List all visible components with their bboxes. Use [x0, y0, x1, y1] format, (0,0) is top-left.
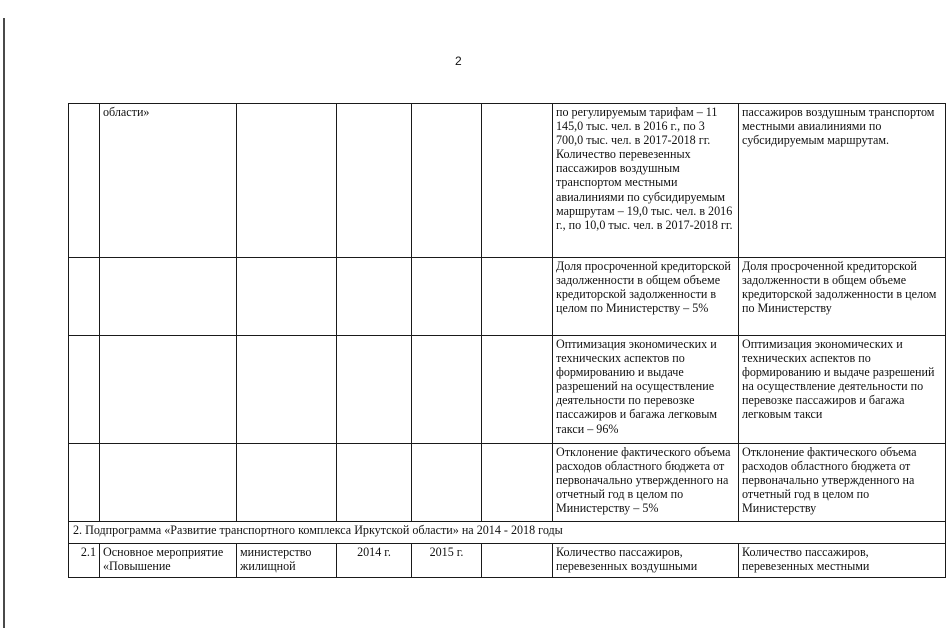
cell-event-name — [100, 336, 237, 444]
cell-target-indicator: Отклонение фактического объема расходов областного бюджета от первоначально утвержденного на отчетный год в целом по Министерству – 5% — [553, 444, 739, 522]
cell-end-year — [412, 444, 482, 522]
cell-text: Основное мероприятие «Повышение — [103, 545, 224, 574]
cell-indicator-name: Отклонение фактического объема расходов областного бюджета от первоначально утвержденного на отчетный год в целом по Министерству — [739, 444, 946, 522]
cell-end-year — [412, 336, 482, 444]
cell-target-indicator: Доля просроченной кредиторской задолженности в общем объеме кредиторской задолженности в целом по Министерству – 5% — [553, 258, 739, 336]
cell-start-year — [337, 258, 412, 336]
cell-number — [69, 258, 100, 336]
cell-end-year: 2015 г. — [412, 544, 482, 578]
cell-empty — [482, 258, 553, 336]
cell-indicator-name — [739, 544, 946, 578]
cell-target-indicator: Оптимизация экономических и технических аспектов по формированию и выдаче разрешений на осуществление деятельности по перевозке пассажиров и багажа легковым такси – 96% — [553, 336, 739, 444]
binding-edge-mark — [3, 18, 5, 628]
cell-event-name — [100, 258, 237, 336]
table-row — [69, 336, 946, 444]
cell-number: 2.1 — [69, 544, 100, 578]
cell-event-name: области» — [100, 104, 237, 258]
cell-indicator-name: пассажиров воздушным транспортом местными авиалиниями по субсидируемым маршрутам. — [739, 104, 946, 258]
cell-start-year — [337, 104, 412, 258]
cell-executor — [237, 444, 337, 522]
table-row — [69, 104, 946, 258]
cell-indicator-name: Доля просроченной кредиторской задолженности в общем объеме кредиторской задолженности в целом по Министерству — [739, 258, 946, 336]
cell-indicator-name: Оптимизация экономических и технических аспектов по формированию и выдаче разрешений на осуществление деятельности по перевозке пассажиров и багажа легковым такси — [739, 336, 946, 444]
cell-executor — [237, 336, 337, 444]
cell-empty — [482, 444, 553, 522]
cell-number — [69, 444, 100, 522]
cell-text: Количество пассажиров, перевезенных воздушными — [556, 545, 698, 574]
cell-end-year — [412, 104, 482, 258]
cell-empty — [482, 544, 553, 578]
cell-number — [69, 336, 100, 444]
cell-end-year — [412, 258, 482, 336]
table-row — [69, 444, 946, 522]
cell-number — [69, 104, 100, 258]
cell-event-name — [100, 544, 237, 578]
table-row — [69, 258, 946, 336]
cell-empty — [482, 336, 553, 444]
cell-executor — [237, 258, 337, 336]
cell-executor — [237, 544, 337, 578]
table-row — [69, 522, 946, 544]
cell-start-year — [337, 336, 412, 444]
cell-empty — [482, 104, 553, 258]
cell-target-indicator — [553, 544, 739, 578]
program-table — [68, 103, 946, 578]
cell-executor — [237, 104, 337, 258]
page-number: 2 — [455, 54, 462, 68]
cell-text: Количество пассажиров, перевезенных местными — [742, 545, 870, 574]
cell-start-year — [337, 444, 412, 522]
cell-event-name — [100, 444, 237, 522]
table-row — [69, 544, 946, 578]
cell-start-year: 2014 г. — [337, 544, 412, 578]
cell-target-indicator: по регулируемым тарифам – 11 145,0 тыс. чел. в 2016 г., по 3 700,0 тыс. чел. в 2017-2018 гг. Количество перевезенных пассажиров воздушным транспортом местными авиалиниями по субсидируемым маршрутам – 19,0 тыс. чел. в 2016 г., по 10,0 тыс. чел. в 2017-2018 гг. — [553, 104, 739, 258]
subprogram-title: 2. Подпрограмма «Развитие транспортного комплекса Иркутской области» на 2014 - 2018 годы — [69, 522, 946, 544]
cell-text: министерство жилищной — [240, 545, 312, 574]
